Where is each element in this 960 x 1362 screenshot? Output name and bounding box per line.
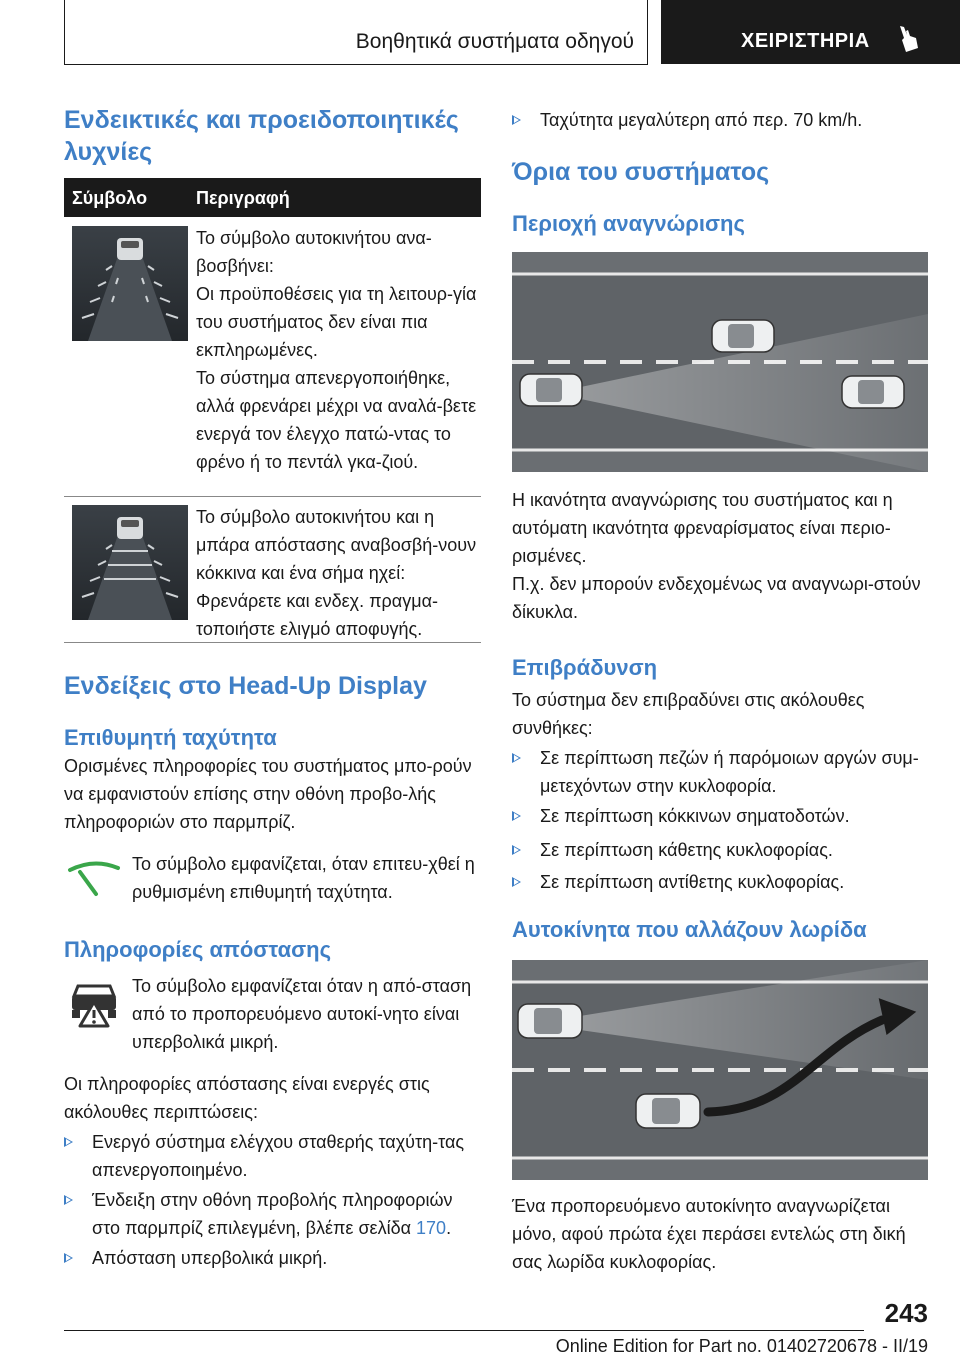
heading-hud: Ενδείξεις στο Head-Up Display — [64, 672, 427, 700]
bullet-triangle-icon — [64, 1137, 73, 1147]
header-rule — [64, 64, 648, 65]
lane-change-illustration — [512, 960, 928, 1180]
table-row-2-para-2: Φρενάρετε και ενδεχ. πραγμα-τοποιήστε ελιγμό αποφυγής. — [196, 591, 438, 639]
page-reference-link[interactable]: 170 — [416, 1218, 447, 1238]
footer-rule — [64, 1330, 864, 1331]
desired-speed-symbol-icon — [66, 856, 122, 900]
distance-bullet-2: Ένδειξη στην οθόνη προβολής πληροφοριών στο παρμπρίζ επιλεγμένη, βλέπε σελίδα 170. — [64, 1186, 481, 1242]
speed-limit-bullet: Ταχύτητα μεγαλύτερη από περ. 70 km/h. — [512, 106, 928, 134]
header-tab-label: ΧΕΙΡΙΣΤΗΡΙΑ — [741, 30, 870, 52]
vehicle-distance-bar-symbol-icon — [72, 505, 188, 620]
distance-active-text: Οι πληροφορίες απόστασης είναι ενεργές στις ακόλουθες περιπτώσεις: — [64, 1074, 430, 1122]
lane-change-text: Ένα προπορευόμενο αυτοκίνητο αναγνωρίζεται μόνο, αφού πρώτα έχει περάσει εντελώς στη δική σας λωρίδα κυκλοφορίας. — [512, 1196, 906, 1272]
decel-bullet-3: Σε περίπτωση κάθετης κυκλοφορίας. — [512, 836, 928, 864]
decel-bullet-1: Σε περίπτωση πεζών ή παρόμοιων αργών συμ-μετεχόντων στην κυκλοφορία. — [512, 744, 928, 800]
speed-text: Ορισμένες πληροφορίες του συστήματος μπο-ρούν να εμφανιστούν επίσης στην οθόνη προβο-λής πληροφοριών στο παρμπρίζ. — [64, 756, 472, 832]
heading-lane-change: Αυτοκίνητα που αλλάζουν λωρίδα — [512, 917, 867, 942]
table-col-symbol: Σύμβολο — [72, 188, 148, 208]
bullet-triangle-icon — [512, 877, 521, 887]
table-row-divider — [64, 496, 481, 497]
detection-text-2: Π.χ. δεν μπορούν ενδεχομένως να αναγνωρι-στούν δίκυκλα. — [512, 574, 921, 622]
header-section-title: Βοηθητικά συστήματα οδηγού — [355, 30, 634, 53]
table-bottom-rule — [64, 642, 481, 643]
detection-text-1: Η ικανότητα αναγνώρισης του συστήματος και η αυτόματη ικανότητα φρεναρίσματος είναι περιο-ρισμένες. — [512, 490, 893, 566]
bullet-triangle-icon — [64, 1195, 73, 1205]
decel-bullet-4: Σε περίπτωση αντίθετης κυκλοφορίας. — [512, 868, 928, 896]
distance-bullet-3: Απόσταση υπερβολικά μικρή. — [64, 1244, 481, 1272]
bullet-triangle-icon — [512, 845, 521, 855]
header-divider-right — [647, 0, 648, 65]
table-row-2-para-1: Το σύμβολο αυτοκινήτου και η μπάρα απόστασης αναβοσβή-νουν κόκκινα και ένα σήμα ηχεί: — [196, 507, 477, 583]
detection-area-illustration — [512, 252, 928, 472]
heading-desired-speed: Επιθυμητή ταχύτητα — [64, 725, 277, 750]
heading-detection-area: Περιοχή αναγνώρισης — [512, 211, 745, 236]
hand-pointer-icon — [894, 24, 922, 54]
distance-warning-symbol-icon — [68, 980, 120, 1030]
vehicle-lane-symbol-icon — [72, 226, 188, 341]
bullet-triangle-icon — [512, 115, 521, 125]
heading-deceleration: Επιβράδυνση — [512, 655, 658, 680]
deceleration-text: Το σύστημα δεν επιβραδύνει στις ακόλουθες συνθήκες: — [512, 690, 865, 738]
heading-lamps: Ενδεικτικές και προειδοποιητικές λυχνίες — [64, 106, 459, 166]
speed-symbol-text: Το σύμβολο εμφανίζεται, όταν επιτευ-χθεί η ρυθμισμένη επιθυμητή ταχύτητα. — [132, 854, 475, 902]
bullet-triangle-icon — [512, 811, 521, 821]
bullet-triangle-icon — [64, 1253, 73, 1263]
table-row-1-para-1: Το σύμβολο αυτοκινήτου ανα-βοσβήνει: — [196, 228, 432, 276]
table-col-description: Περιγραφή — [196, 188, 290, 208]
table-row-1-para-2: Οι προϋποθέσεις για τη λειτουρ-γία του συστήματος δεν είναι πια εκπληρωμένες. — [196, 284, 477, 360]
page-number: 243 — [884, 1298, 928, 1328]
footer-edition: Online Edition for Part no. 01402720678 - II/19 — [555, 1336, 928, 1356]
bullet-triangle-icon — [512, 753, 521, 763]
table-row-1-para-3: Το σύστημα απενεργοποιήθηκε, αλλά φρενάρει μέχρι να αναλά-βετε ενεργά τον έλεγχο πατώ-ντας το φρένο ή το πεντάλ γκα-ζιού. — [196, 368, 477, 472]
decel-bullet-2: Σε περίπτωση κόκκινων σηματοδοτών. — [512, 802, 928, 830]
heading-system-limits: Όρια του συστήματος — [512, 158, 770, 186]
heading-distance-info: Πληροφορίες απόστασης — [64, 937, 332, 962]
distance-symbol-text: Το σύμβολο εμφανίζεται όταν η από-σταση από το προπορευόμενο αυτοκί-νητο είναι υπερβολικά μικρή. — [132, 976, 472, 1052]
distance-bullet-1: Ενεργό σύστημα ελέγχου σταθερής ταχύτη-τας απενεργοποιημένο. — [64, 1128, 481, 1184]
table-header — [64, 178, 481, 217]
